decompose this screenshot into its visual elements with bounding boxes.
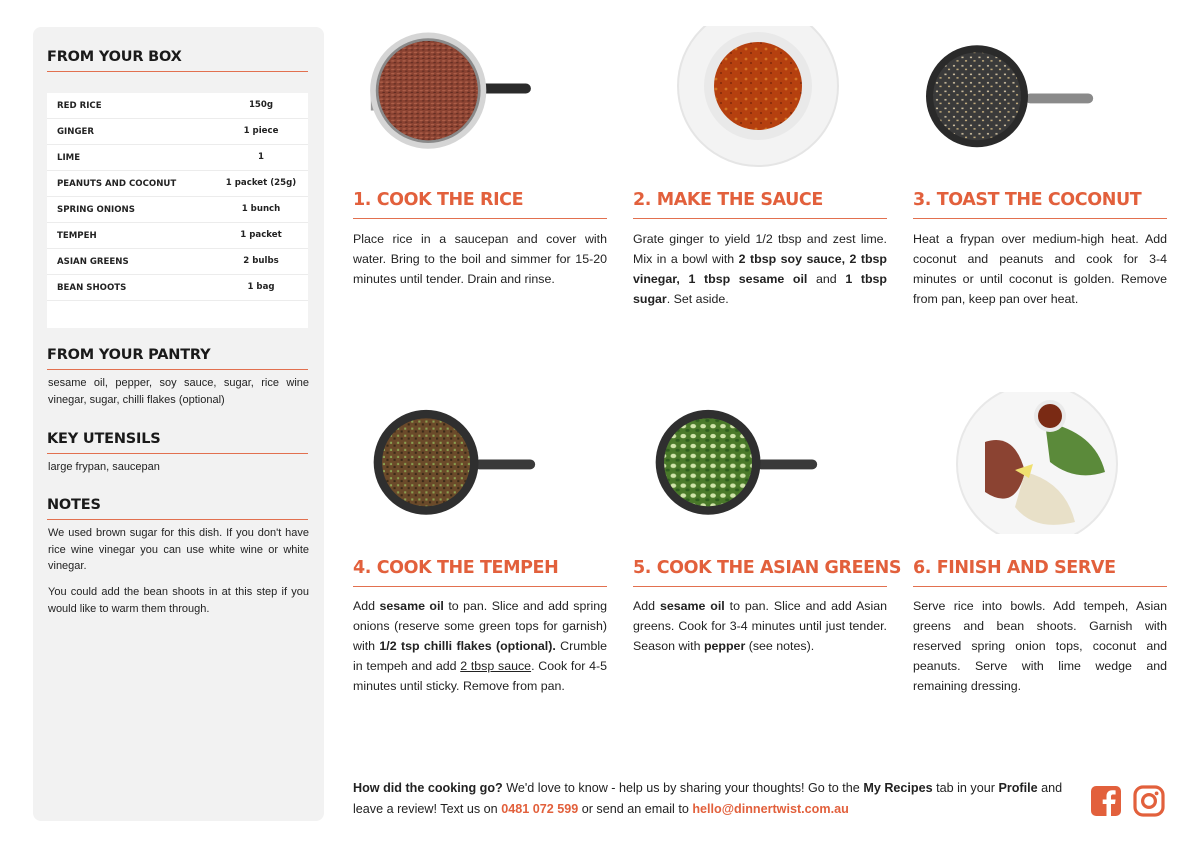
step-3-title: 3. TOAST THE COCONUT — [913, 190, 1142, 210]
note-2: You could add the bean shoots in at this step if you would like to warm them through. — [48, 586, 309, 615]
ingredient-qty: 1 bunch — [241, 204, 281, 214]
ingredient-name: PEANUTS AND COCONUT — [57, 179, 177, 189]
ingredient-name: TEMPEH — [57, 231, 97, 241]
ingredient-name: BEAN SHOOTS — [57, 283, 127, 293]
step-5-text: Add sesame oil to pan. Slice and add Asian greens. Cook for 3-4 minutes until just tender. Season with pepper (see notes). — [633, 599, 887, 653]
step-2-title: 2. MAKE THE SAUCE — [633, 190, 823, 210]
divider — [47, 71, 308, 72]
step-3-text: Heat a frypan over medium-high heat. Add coconut and peanuts and cook for 3-4 minutes or until coconut is golden. Remove from pan, keep pan over heat. — [913, 232, 1167, 306]
note-1: We used brown sugar for this dish. If you don't have rice wine vinegar you can use white wine or white vinegar. — [48, 527, 309, 572]
step-6-photo — [955, 392, 1125, 534]
email-link[interactable]: hello@dinnertwist.com.au — [692, 802, 849, 816]
step-4-photo — [368, 392, 538, 534]
ingredient-row — [47, 171, 308, 197]
divider — [633, 218, 887, 219]
ingredient-name: ASIAN GREENS — [57, 257, 129, 267]
divider — [913, 586, 1167, 587]
ingredient-name: LIME — [57, 153, 81, 163]
ingredient-qty: 1 packet (25g) — [225, 178, 297, 188]
step-5-photo — [650, 392, 820, 534]
notes-heading: NOTES — [47, 497, 101, 513]
sidebar — [33, 27, 324, 821]
ingredient-qty: 1 — [258, 152, 264, 162]
feedback-footer: How did the cooking go? We'd love to know - help us by sharing your thoughts! Go to the My Recipes tab in your Profile and leave a review! Text us on 0481 072 599 or send an email to hello@dinnertwist.com.au — [353, 781, 1063, 816]
step-3-photo — [926, 26, 1096, 168]
step-4-title: 4. COOK THE TEMPEH — [353, 558, 559, 578]
step-2-photo — [673, 26, 843, 168]
ingredient-row — [47, 275, 308, 301]
step-4-text: Add sesame oil to pan. Slice and add spring onions (reserve some green tops for garnish) with 1/2 tsp chilli flakes (optional). Crumble in tempeh and add 2 tbsp sauce. Cook for 4-5 minutes until sticky. Remove from pan. — [353, 599, 607, 693]
from-your-pantry-heading: FROM YOUR PANTRY — [47, 347, 211, 363]
divider — [47, 453, 308, 454]
utensils-text: large frypan, saucepan — [48, 461, 160, 473]
instagram-icon[interactable] — [1133, 785, 1165, 817]
ingredient-row — [47, 197, 308, 223]
ingredient-qty: 1 bag — [247, 282, 275, 292]
ingredient-row — [47, 145, 308, 171]
step-1-title: 1. COOK THE RICE — [353, 190, 524, 210]
ingredient-row — [47, 119, 308, 145]
ingredient-qty: 1 packet — [240, 230, 282, 240]
phone-link[interactable]: 0481 072 599 — [501, 802, 579, 816]
pantry-text: sesame oil, pepper, soy sauce, sugar, rice wine vinegar, sugar, chilli flakes (optional) — [48, 377, 309, 406]
ingredient-name: GINGER — [57, 127, 94, 137]
ingredient-row — [47, 249, 308, 275]
ingredient-row — [47, 223, 308, 249]
ingredients-table — [47, 93, 308, 328]
step-6-title: 6. FINISH AND SERVE — [913, 558, 1116, 578]
divider — [633, 586, 887, 587]
ingredient-qty: 150g — [248, 100, 274, 110]
divider — [353, 586, 607, 587]
step-2-text: Grate ginger to yield 1/2 tbsp and zest lime. Mix in a bowl with 2 tbsp soy sauce, 2 tbsp vinegar, 1 tbsp sesame oil and 1 tbsp sugar. Set aside. — [633, 232, 887, 306]
ingredient-name: SPRING ONIONS — [57, 205, 135, 215]
ingredient-row — [47, 93, 308, 119]
facebook-icon[interactable] — [1090, 785, 1122, 817]
step-6-text: Serve rice into bowls. Add tempeh, Asian greens and bean shoots. Garnish with reserved spring onion tops, coconut and peanuts. Serve with lime wedge and remaining dressing. — [913, 599, 1167, 693]
divider — [47, 519, 308, 520]
step-1-photo — [368, 26, 538, 168]
ingredient-name: RED RICE — [57, 101, 102, 111]
key-utensils-heading: KEY UTENSILS — [47, 431, 161, 447]
divider — [47, 369, 308, 370]
step-1-text: Place rice in a saucepan and cover with water. Bring to the boil and simmer for 15-20 minutes until tender. Drain and rinse. — [353, 232, 607, 286]
divider — [913, 218, 1167, 219]
ingredient-qty: 1 piece — [243, 126, 279, 136]
from-your-box-heading: FROM YOUR BOX — [47, 49, 182, 65]
step-5-title: 5. COOK THE ASIAN GREENS — [633, 558, 902, 578]
divider — [353, 218, 607, 219]
ingredient-qty: 2 bulbs — [243, 256, 279, 266]
